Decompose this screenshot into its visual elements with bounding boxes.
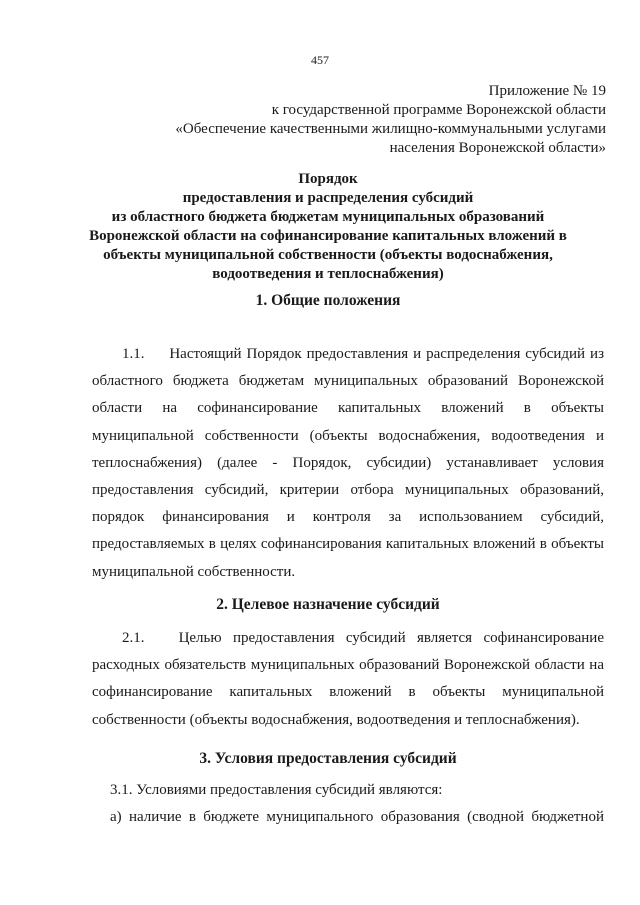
paragraph-line: предоставления субсидий, критерии отбора муниципальных образований, bbox=[92, 482, 604, 499]
paragraph-line: софинансирование капитальных вложений в объекты муниципальной bbox=[92, 684, 604, 701]
title-line-6: водоотведения и теплоснабжения) bbox=[212, 266, 444, 282]
paragraph-line: теплоснабжения) (далее - Порядок, субсидии) устанавливает условия bbox=[92, 454, 604, 471]
paragraph-line: предоставляемых в целях софинансирования капитальных вложений в объекты bbox=[92, 536, 604, 553]
section-3-heading: 3. Условия предоставления субсидий bbox=[199, 750, 457, 767]
title-line-2: предоставления и распределения субсидий bbox=[182, 190, 474, 206]
title-line-3: из областного бюджета бюджетам муниципальных образований bbox=[111, 209, 545, 225]
paragraph-line: а) наличие в бюджете муниципального образования (сводной бюджетной bbox=[110, 809, 604, 826]
section-3-paragraph-1 bbox=[92, 777, 604, 831]
paragraph-line: области на софинансирование капитальных вложений в объекты bbox=[92, 400, 604, 417]
appendix-line-3: «Обеспечение качественными жилищно-коммунальными услугами bbox=[175, 121, 606, 137]
title-line-1: Порядок bbox=[298, 171, 358, 187]
appendix-line-4: населения Воронежской области» bbox=[389, 140, 606, 156]
paragraph-line: 1.1. Настоящий Порядок предоставления и распределения субсидий из bbox=[122, 346, 604, 362]
paragraph-line: 2.1. Целью предоставления субсидий является софинансирование bbox=[122, 630, 604, 646]
section-1-heading: 1. Общие положения bbox=[255, 292, 401, 309]
title-line-5: объекты муниципальной собственности (объекты водоснабжения, bbox=[103, 247, 553, 263]
paragraph-line: областного бюджета бюджетам муниципальных образований Воронежской bbox=[92, 373, 604, 390]
paragraph-line: муниципальной собственности. bbox=[92, 563, 296, 580]
appendix-line-2: к государственной программе Воронежской области bbox=[271, 102, 606, 118]
paragraph-line: собственности (объекты водоснабжения, водоотведения и теплоснабжения). bbox=[92, 711, 580, 728]
section-2-heading: 2. Целевое назначение субсидий bbox=[216, 596, 440, 613]
section-2-paragraph-1 bbox=[92, 625, 604, 734]
title-line-4: Воронежской области на софинансирование капитальных вложений в bbox=[89, 228, 567, 244]
appendix-reference bbox=[175, 82, 606, 158]
paragraph-line: муниципальной собственности (объекты водоснабжения, водоотведения и bbox=[92, 427, 604, 444]
page-number: 457 bbox=[311, 53, 329, 67]
paragraph-line: расходных обязательств муниципальных образований Воронежской области на bbox=[92, 657, 604, 674]
appendix-line-1: Приложение № 19 bbox=[488, 83, 606, 99]
document-title bbox=[60, 170, 596, 284]
paragraph-line: 3.1. Условиями предоставления субсидий являются: bbox=[110, 782, 443, 798]
section-1-paragraph-1 bbox=[92, 341, 604, 586]
paragraph-line: порядок финансирования и контроля за использованием субсидий, bbox=[92, 509, 604, 526]
